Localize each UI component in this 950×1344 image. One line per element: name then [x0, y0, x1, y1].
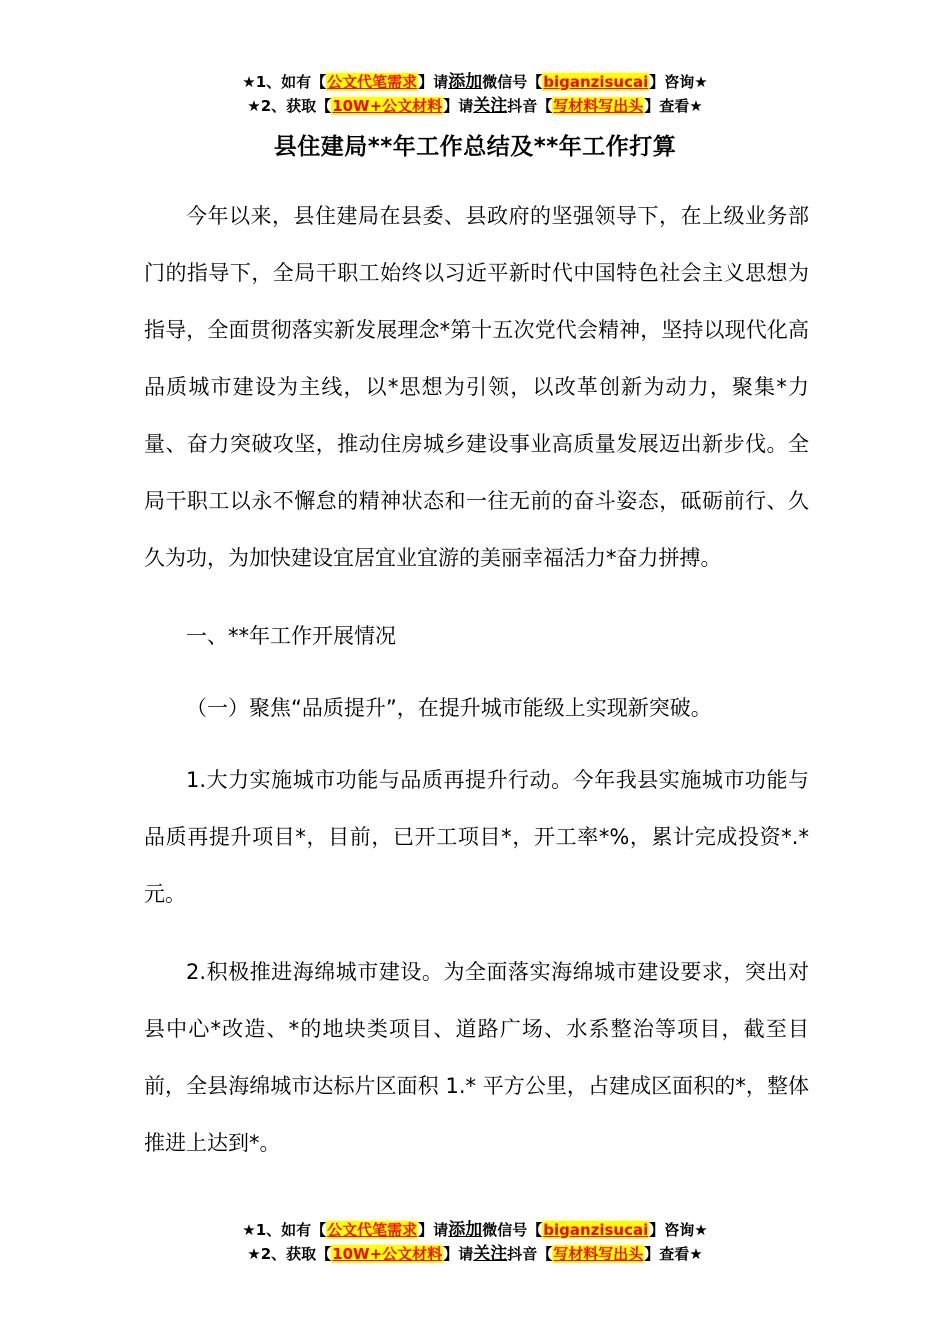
promo-text: ★2、获取【: [247, 1245, 332, 1263]
promo-text: 】查看★: [644, 97, 703, 115]
promo-text: ★2、获取【: [247, 97, 332, 115]
promo-text: 】查看★: [644, 1245, 703, 1263]
promo-text: 】咨询★: [649, 1221, 708, 1239]
document-title: 县住建局**年工作总结及**年工作打算: [273, 134, 677, 160]
promo-highlight: 写材料写出头: [553, 1245, 644, 1263]
section-heading: 一、**年工作开展情况: [186, 624, 396, 648]
promo-line-2: [0, 94, 950, 118]
promo-text: 】请: [443, 1245, 474, 1263]
promo-text: ★1、如有【: [242, 73, 327, 91]
promo-highlight: 公文代笔需求: [327, 1221, 418, 1239]
promo-text: 】请: [418, 73, 449, 91]
promo-highlight: 公文代笔需求: [327, 73, 418, 91]
subsection-heading: （一）聚焦“品质提升”，在提升城市能级上实现新突破。: [186, 696, 712, 720]
promo-text: 】请: [418, 1221, 449, 1239]
promo-emphasis: 关注: [473, 1244, 508, 1264]
promo-highlight: 10W+公文材料: [332, 1245, 443, 1263]
promo-highlight: biganzisucai: [543, 1221, 649, 1239]
promo-text: 微信号【: [482, 73, 543, 91]
promo-emphasis: 添加: [448, 1220, 483, 1240]
document-body: [144, 188, 809, 1193]
promo-text: 抖音【: [507, 97, 553, 115]
promo-line-1: [0, 70, 950, 94]
promo-notice-top: [0, 70, 950, 118]
promo-line-1: [0, 1218, 950, 1242]
paragraph-intro: 今年以来，县住建局在县委、县政府的坚强领导下，在上级业务部门的指导下，全局干职工始终以习近平新时代中国特色社会主义思想为指导，全面贯彻落实新发展理念*第十五次党代会精神，坚持以现代化高品质城市建设为主线，以*思想为引领，以改革创新为动力，聚集*力量、奋力突破攻坚，推动住房城乡建设事业高质量发展迈出新步伐。全局干职工以永不懈怠的精神状态和一往无前的奋斗姿态，砥砺前行、久久为功，为加快建设宜居宜业宜游的美丽幸福活力*奋力拼搏。: [144, 204, 809, 570]
promo-line-2: [0, 1242, 950, 1266]
promo-text: 】咨询★: [649, 73, 708, 91]
promo-highlight: 10W+公文材料: [332, 97, 443, 115]
promo-emphasis: 关注: [473, 96, 508, 116]
promo-text: 抖音【: [507, 1245, 553, 1263]
promo-text: ★1、如有【: [242, 1221, 327, 1239]
promo-highlight: 写材料写出头: [553, 97, 644, 115]
paragraph-item-1: 1.大力实施城市功能与品质再提升行动。今年我县实施城市功能与品质再提升项目*，目前，已开工项目*，开工率*%，累计完成投资*.*元。: [144, 768, 809, 906]
promo-notice-bottom: [0, 1218, 950, 1266]
promo-highlight: biganzisucai: [543, 73, 649, 91]
promo-text: 微信号【: [482, 1221, 543, 1239]
promo-text: 】请: [443, 97, 474, 115]
paragraph-item-2: 2.积极推进海绵城市建设。为全面落实海绵城市建设要求，突出对县中心*改造、*的地块类项目、道路广场、水系整治等项目，截至目前，全县海绵城市达标片区面积 1.* 平方公里，占建成区面积的*，整体推进上达到*。: [144, 960, 809, 1155]
promo-emphasis: 添加: [448, 72, 483, 92]
